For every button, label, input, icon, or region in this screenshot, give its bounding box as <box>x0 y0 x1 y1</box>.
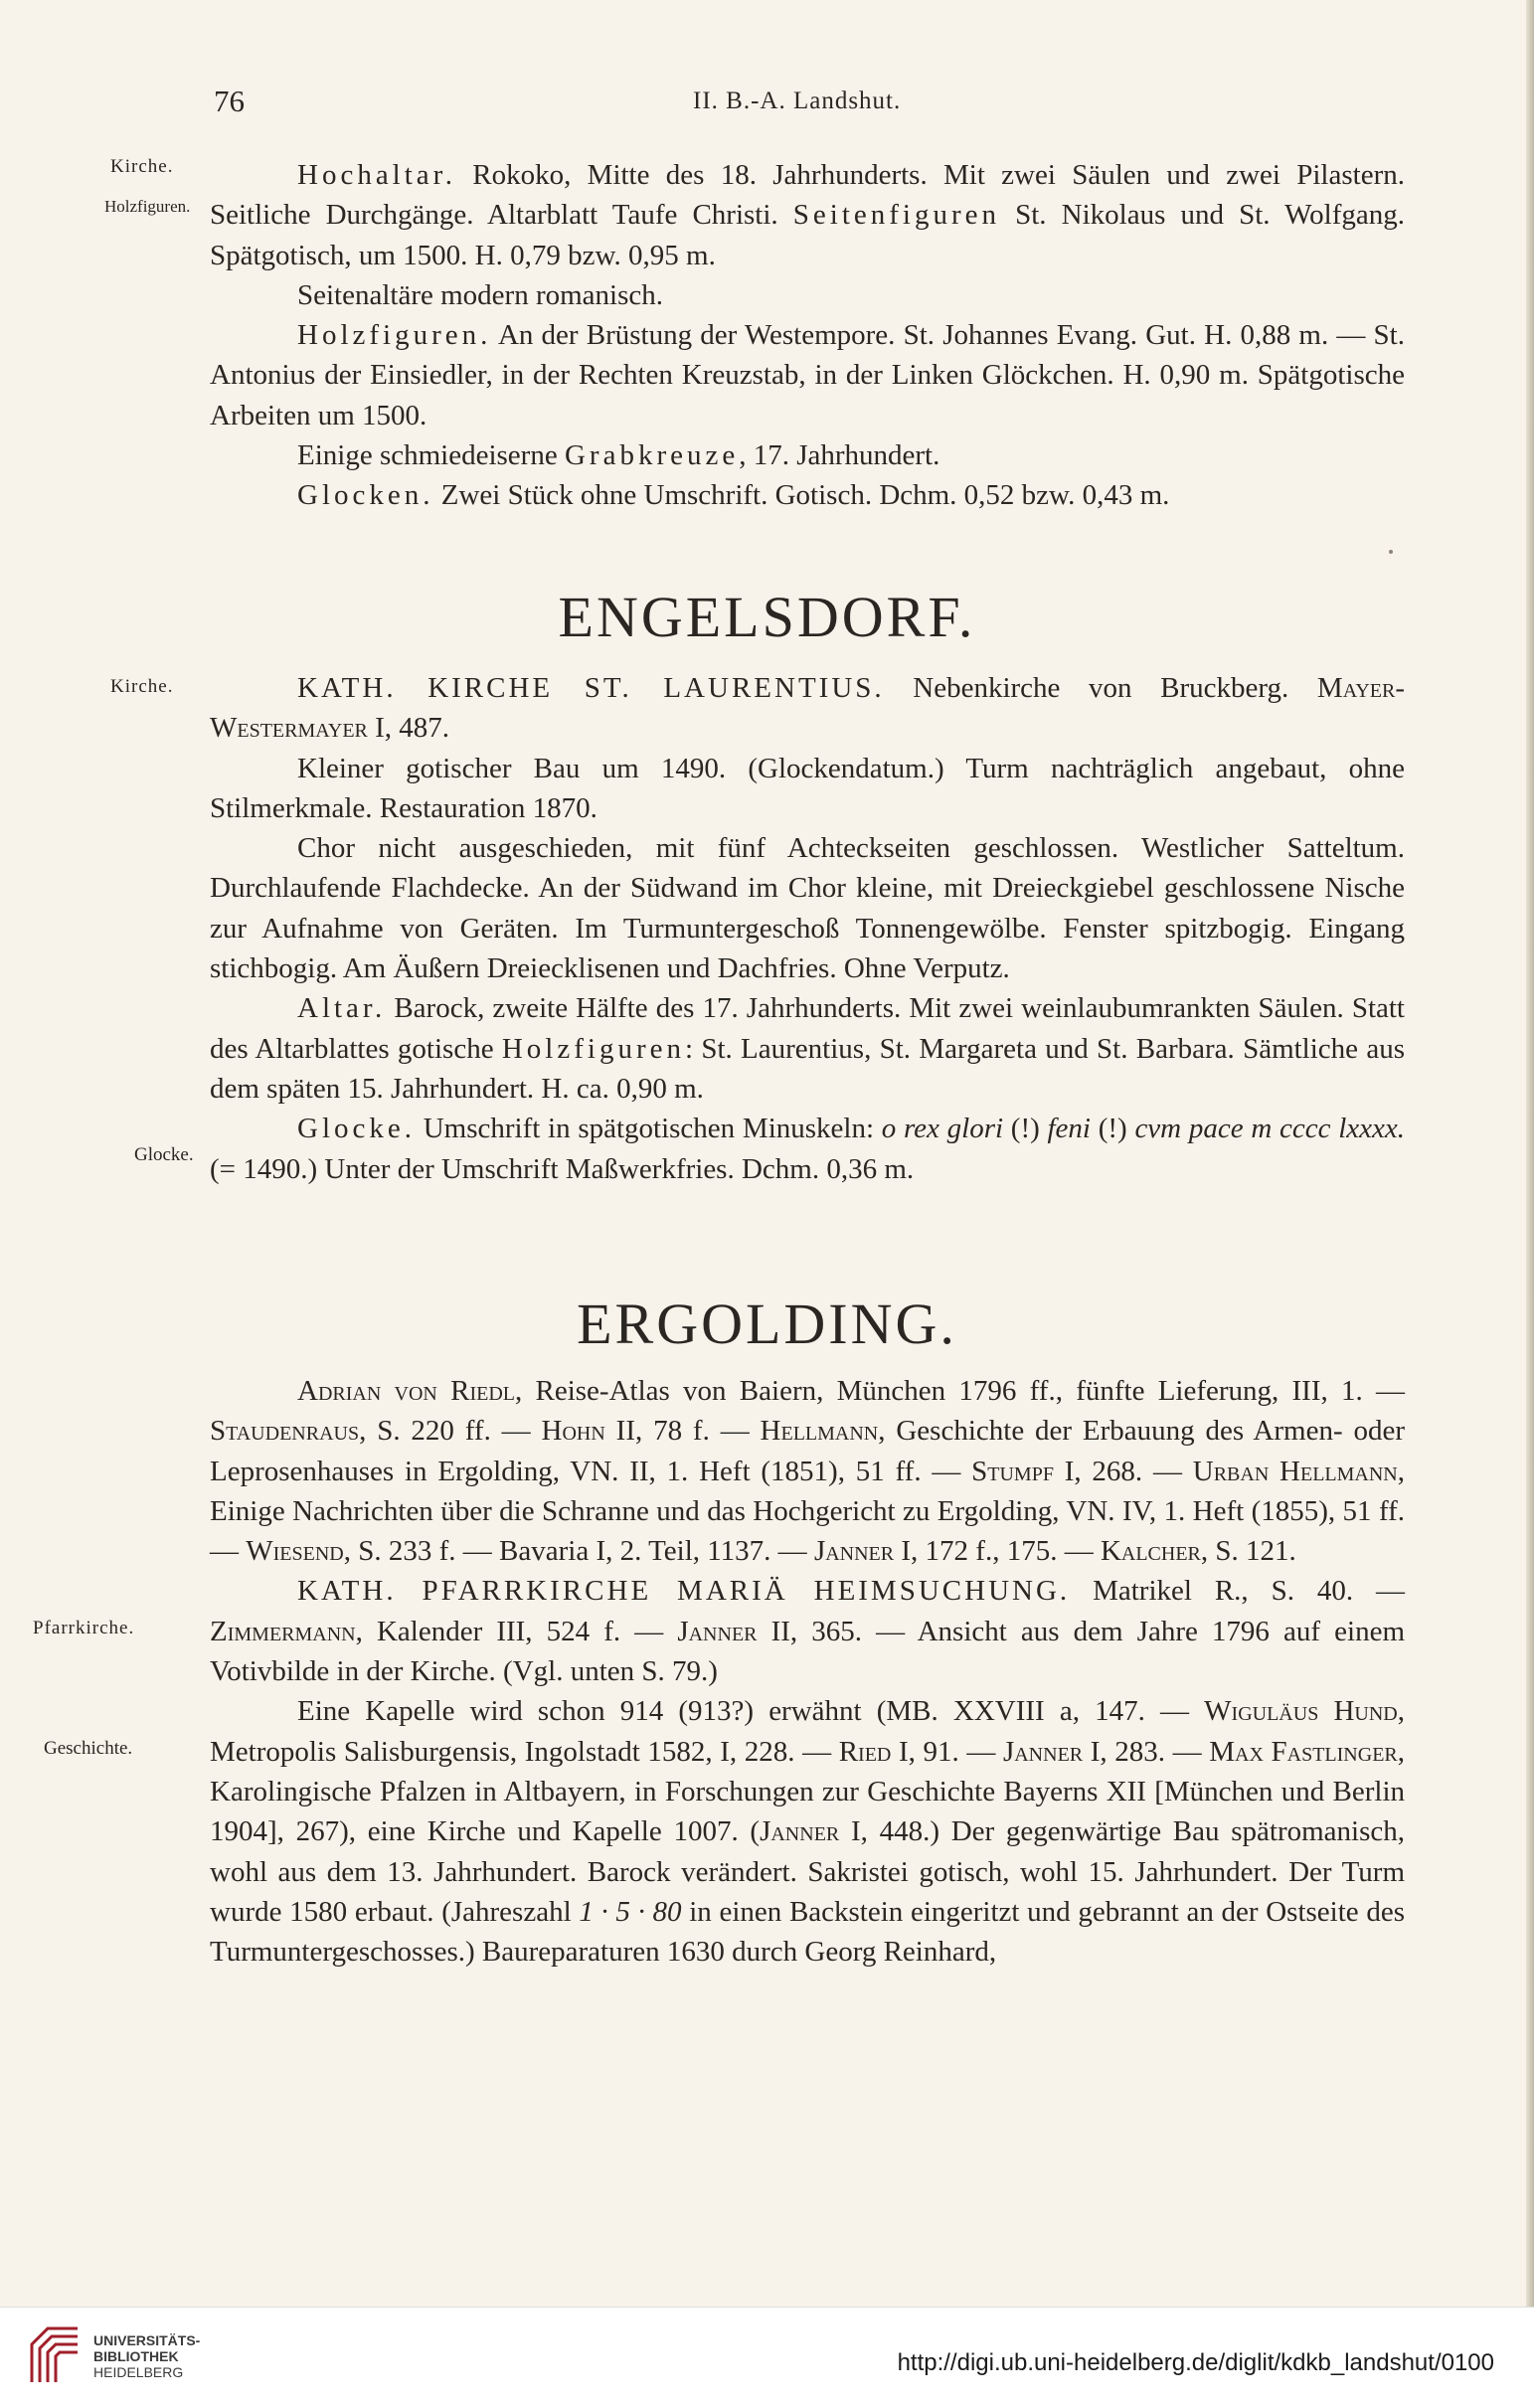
section-title-ergolding: ERGOLDING. <box>577 1291 957 1356</box>
margin-label-kirche: Kirche. <box>110 676 174 697</box>
paragraph-grabkreuze: Einige schmiedeiserne Grabkreuze, 17. Jahrhundert. <box>297 439 940 472</box>
paragraph-kath-kirche-laurentius: KATH. KIRCHE ST. LAURENTIUS. Nebenkirche von Bruckberg. Mayer-Westermayer I, 487. <box>210 672 1405 745</box>
paragraph-seitenaltaere: Seitenaltäre modern romanisch. <box>297 278 664 311</box>
paragraph-holzfiguren: Holzfiguren. An der Brüstung der Westempore. St. Johannes Evang. Gut. H. 0,88 m. — St. Antonius der Einsiedler, in der Rechten Kreuzstab, in der Linken Glöckchen. H. 0,90 m. Spätgotische Arbeiten um 1500. <box>210 319 1405 431</box>
page-number: 76 <box>214 84 245 118</box>
paragraph-glocke: Glocke. Umschrift in spätgotischen Minuskeln: o rex glori (!) feni (!) cvm pace m cccc lxxxx. (= 1490.) Unter der Umschrift Maßwerkfries. Dchm. 0,36 m. <box>210 1113 1405 1185</box>
margin-label-geschichte: Geschichte. <box>44 1738 133 1759</box>
margin-label-glocke: Glocke. <box>134 1144 194 1165</box>
paragraph-glocken: Glocken. Zwei Stück ohne Umschrift. Gotisch. Dchm. 0,52 bzw. 0,43 m. <box>297 479 1170 512</box>
section-ergolding-text <box>210 1371 1405 1972</box>
logo-line: BIBLIOTHEK <box>93 2348 179 2364</box>
section-engelsdorf-text <box>210 668 1405 1189</box>
margin-label-pfarrkirche: Pfarrkirche. <box>33 1618 135 1638</box>
paragraph-pfarrkirche: KATH. PFARRKIRCHE MARIÄ HEIMSUCHUNG. Matrikel R., S. 40. — Zimmermann, Kalender III, 524 f. — Janner II, 365. — Ansicht aus dem Jahre 1796 auf einem Votivbilde in der Kirche. (Vgl. unten S. 79.) <box>210 1575 1406 1688</box>
running-head: II. B.-A. Landshut. <box>693 87 902 114</box>
paragraph-gotischer-bau: Kleiner gotischer Bau um 1490. (Glockendatum.) Turm nachträglich angebaut, ohne Stilmerkmale. Restauration 1870. <box>210 752 1405 824</box>
margin-label-kirche: Kirche. <box>110 156 174 177</box>
paragraph-altar: Altar. Barock, zweite Hälfte des 17. Jahrhunderts. Mit zwei weinlaubumrankten Säulen. Statt des Altarblattes gotische Holzfiguren: St. Laurentius, St. Margareta und St. Barbara. Sämtliche aus dem späten 15. Jahrhundert. H. ca. 0,90 m. <box>210 992 1405 1105</box>
paragraph-literatur: Adrian von Riedl, Reise-Atlas von Baiern, München 1796 ff., fünfte Lieferung, III, 1. — Staudenraus, S. 220 ff. — Hohn II, 78 f. — Hellmann, Geschichte der Erbauung des Armen- oder Leprosenhauses in Ergolding, VN. II, 1. Heft (1851), 51 ff. — Stumpf I, 268. — Urban Hellmann, Einige Nachrichten über die Schranne und das Hochgericht zu Ergolding, VN. IV, 1. Heft (1855), 51 ff. — Wiesend, S. 233 f. — Bavaria I, 2. Teil, 1137. — Janner I, 172 f., 175. — Kalcher, S. 121. <box>210 1375 1406 1568</box>
logo-line: HEIDELBERG <box>93 2364 184 2380</box>
margin-label-holzfiguren: Holzfiguren. <box>104 197 191 216</box>
print-speck <box>1389 550 1393 554</box>
page-header <box>0 84 1534 123</box>
paragraph-chor: Chor nicht ausgeschieden, mit fünf Achteckseiten geschlossen. Westlicher Satteltum. Durchlaufende Flachdecke. An der Südwand im Chor kleine, mit Dreieckgiebel geschlossene Nische zur Aufnahme von Geräten. Im Turmuntergeschoß Tonnengewölbe. Fenster spitzbogig. Eingang stichbogig. Am Äußern Dreiecklisenen und Dachfries. Ohne Verputz. <box>210 832 1405 985</box>
paragraph-geschichte: Eine Kapelle wird schon 914 (913?) erwähnt (MB. XXVIII a, 147. — Wiguläus Hund, Metropolis Salisburgensis, Ingolstadt 1582, I, 228. — Ried I, 91. — Janner I, 283. — Max Fastlinger, Karolingische Pfalzen in Altbayern, in Forschungen zur Geschichte Bayerns XII [München und Berlin 1904], 267), eine Kirche und Kapelle 1007. (Janner I, 448.) Der gegenwärtige Bau spätromanisch, wohl aus dem 13. Jahrhundert. Barock verändert. Sakristei gotisch, wohl 15. Jahrhundert. Der Turm wurde 1580 erbaut. (Jahreszahl 1 · 5 · 80 in einen Backstein eingeritzt und gebrannt an der Ostseite des Turmuntergeschosses.) Baureparaturen 1630 durch Georg Reinhard, <box>210 1695 1405 1969</box>
section-kirche-text <box>210 155 1405 516</box>
section-title-engelsdorf: ENGELSDORF. <box>558 585 976 649</box>
library-logo-text[interactable] <box>93 2332 200 2380</box>
library-logo-icon[interactable] <box>26 2322 84 2386</box>
logo-line: UNIVERSITÄTS- <box>93 2332 201 2348</box>
page-edge <box>1526 0 1534 2407</box>
paragraph-hochaltar: Hochaltar. Rokoko, Mitte des 18. Jahrhunderts. Mit zwei Säulen und zwei Pilastern. Seitliche Durchgänge. Altarblatt Taufe Christi. Seitenfiguren St. Nikolaus und St. Wolfgang. Spätgotisch, um 1500. H. 0,79 bzw. 0,95 m. <box>210 159 1405 271</box>
source-url-link[interactable]: http://digi.ub.uni-heidelberg.de/diglit/kdkb_landshut/0100 <box>897 2349 1494 2376</box>
